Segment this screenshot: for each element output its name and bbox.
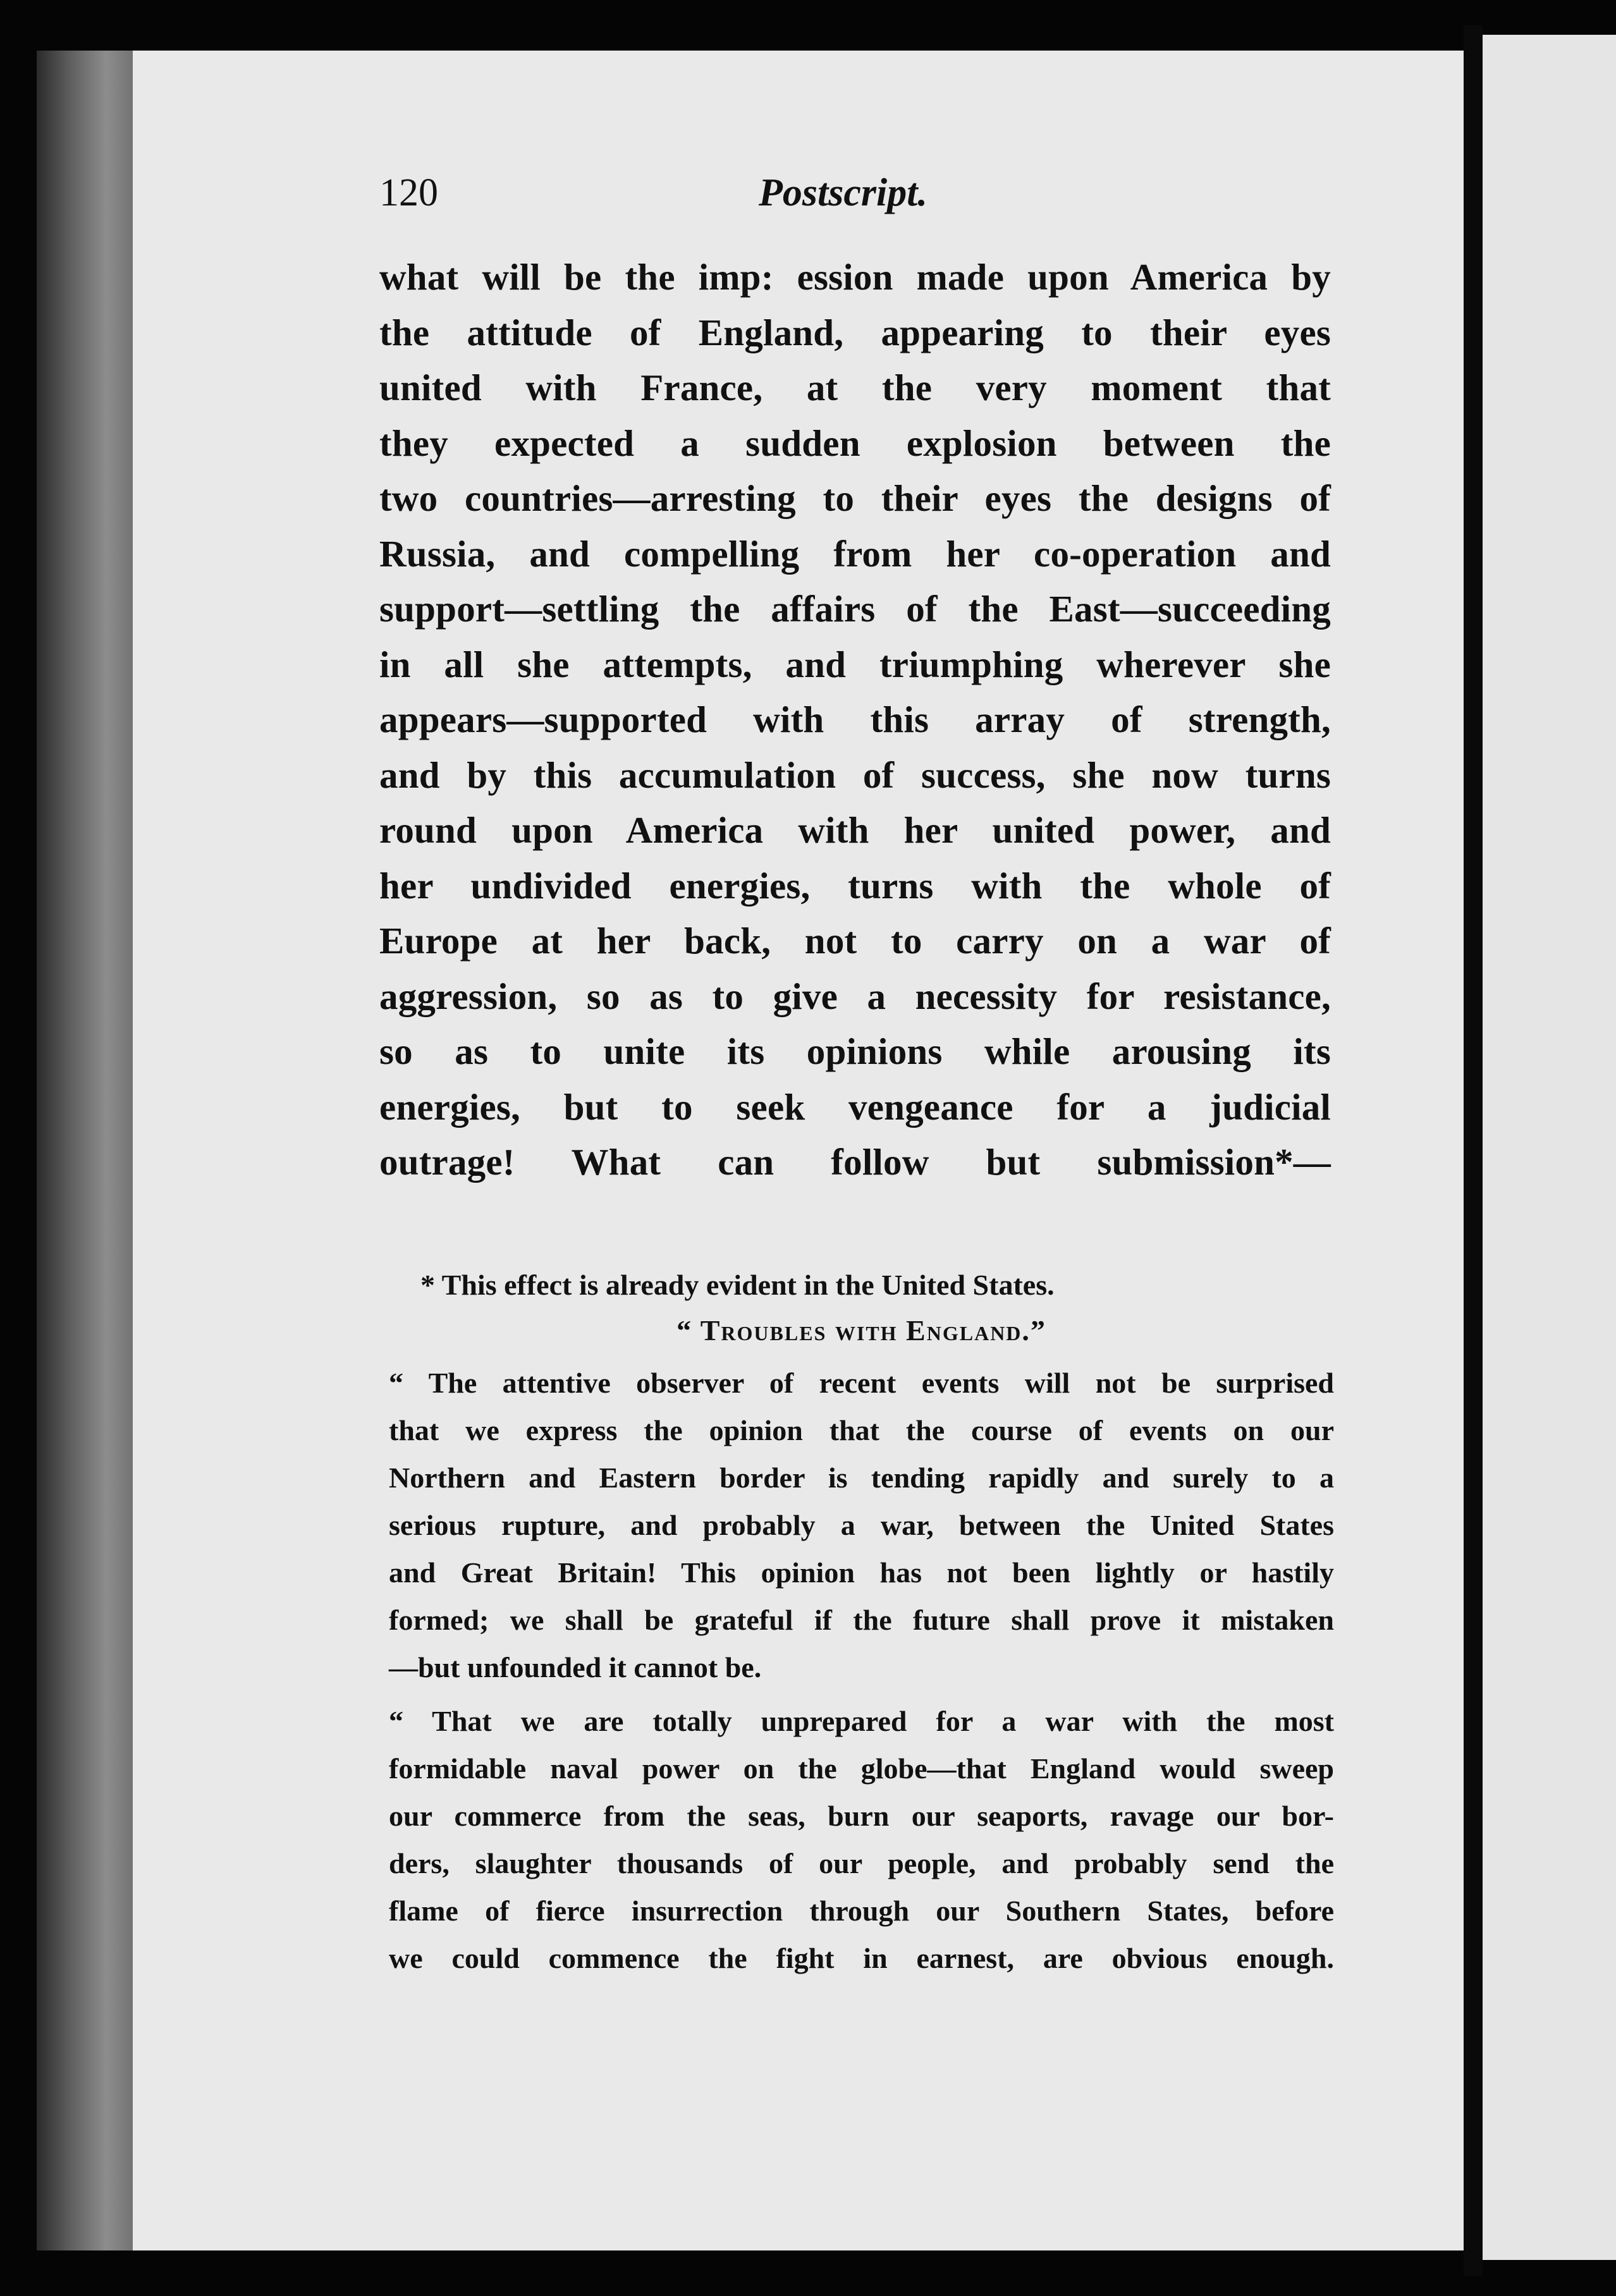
body-line: the attitude of England, appearing to their eyes xyxy=(379,311,1331,353)
footnote-line: ders, slaughter thousands of our people, and probably send the xyxy=(389,1847,1334,1879)
body-line: they expected a sudden explosion between the xyxy=(379,422,1331,464)
footnote-line: our commerce from the seas, burn our seaports, ravage our bor- xyxy=(389,1800,1334,1832)
body-line: Russia, and compelling from her co-operation and xyxy=(379,532,1331,575)
body-line: what will be the imp: ession made upon America by xyxy=(379,256,1331,298)
body-line: two countries—arresting to their eyes the designs of xyxy=(379,477,1331,519)
footnote-line: “ That we are totally unprepared for a war with the most xyxy=(389,1705,1334,1737)
body-line: round upon America with her united power, and xyxy=(379,809,1331,851)
facing-page-edge xyxy=(1483,35,1616,2260)
footnote-line: formed; we shall be grateful if the future shall prove it mistaken xyxy=(389,1604,1334,1636)
body-line: in all she attempts, and triumphing wherever she xyxy=(379,643,1331,685)
body-line: appears—supported with this array of strength, xyxy=(379,699,1331,740)
footnote-line: Northern and Eastern border is tending rapidly and surely to a xyxy=(389,1462,1334,1494)
footnote xyxy=(389,1261,1334,1982)
footnote-line: formidable naval power on the globe—that England would sweep xyxy=(389,1752,1334,1785)
body-line: support—settling the affairs of the East—succeeding xyxy=(379,588,1331,630)
footnote-title-text: “ Troubles with England.” xyxy=(676,1314,1046,1346)
running-head: Postscript. xyxy=(759,171,927,214)
footnote-line: flame of fierce insurrection through our Southern States, before xyxy=(389,1895,1334,1927)
body-line: and by this accumulation of success, she now turns xyxy=(379,754,1331,796)
body-line: Europe at her back, not to carry on a war of xyxy=(379,920,1331,962)
page-header xyxy=(379,171,1328,221)
body-line: energies, but to seek vengeance for a judicial xyxy=(379,1085,1331,1128)
footnote-line: serious rupture, and probably a war, between the United States xyxy=(389,1509,1334,1541)
footnote-line: we could commence the fight in earnest, are obvious enough. xyxy=(389,1942,1334,1974)
footnote-line: and Great Britain! This opinion has not been lightly or hastily xyxy=(389,1556,1334,1589)
page-number: 120 xyxy=(379,171,438,214)
footnote-intro: * This effect is already evident in the United States. xyxy=(420,1269,1055,1301)
paragraph-gap xyxy=(389,1691,1334,1697)
page-gutter-shadow xyxy=(1464,25,1483,2276)
body-line: aggression, so as to give a necessity for resistance, xyxy=(379,975,1331,1017)
footnote-title xyxy=(389,1309,1334,1353)
footnote-line: that we express the opinion that the course of events on our xyxy=(389,1414,1334,1446)
footnote-line: —but unfounded it cannot be. xyxy=(389,1651,762,1683)
body-line: outrage! What can follow but submission*— xyxy=(379,1141,1331,1183)
body-text xyxy=(379,250,1331,1190)
body-line: her undivided energies, turns with the whole of xyxy=(379,864,1331,907)
footnote-line: “ The attentive observer of recent events will not be surprised xyxy=(389,1367,1334,1399)
body-line: so as to unite its opinions while arousing its xyxy=(379,1030,1331,1072)
body-line: united with France, at the very moment that xyxy=(379,367,1331,408)
